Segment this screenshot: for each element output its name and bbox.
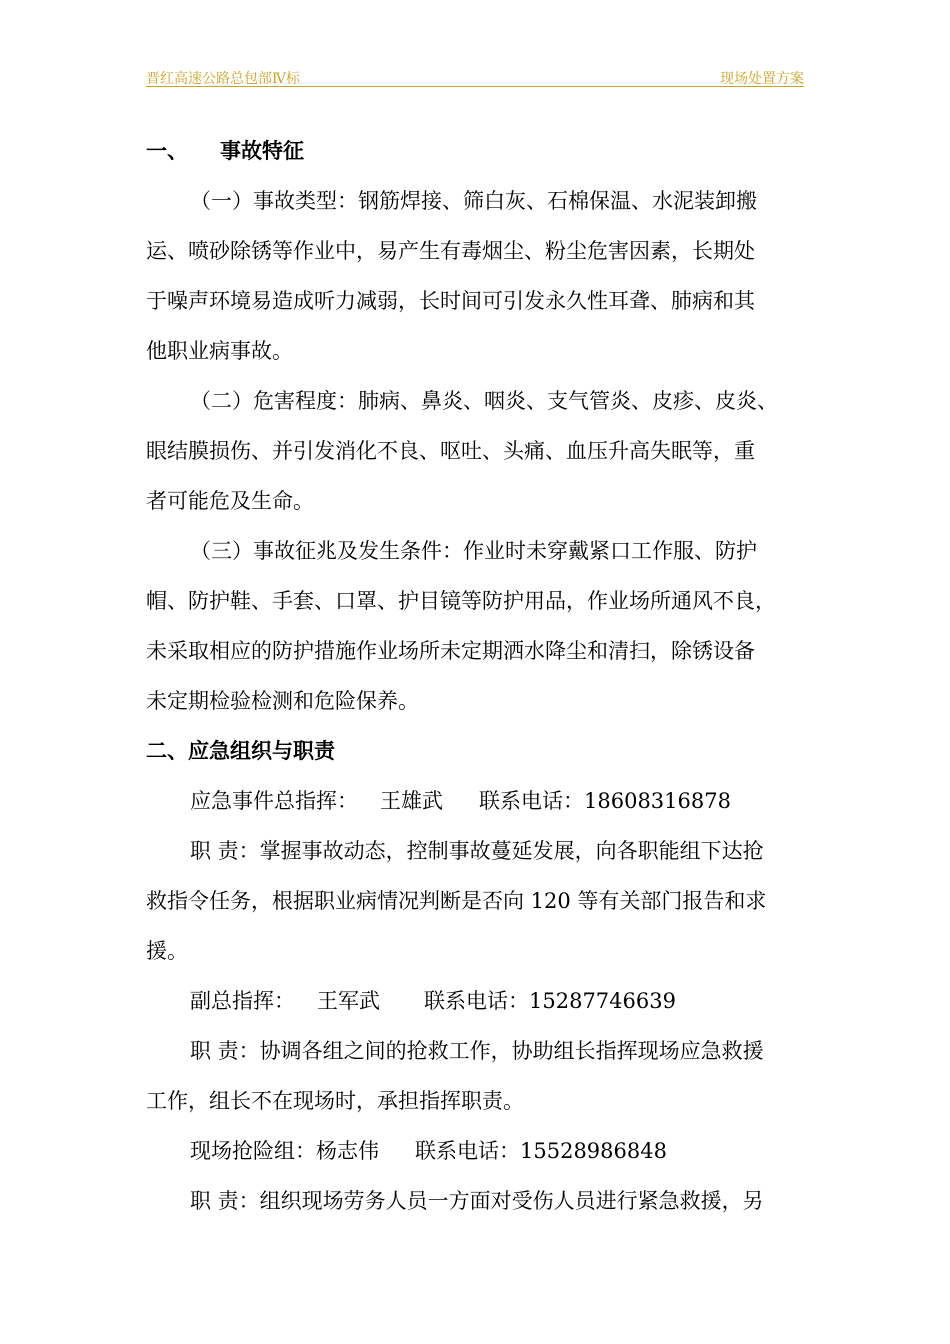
- contact-role: 应急事件总指挥：: [190, 789, 358, 813]
- paragraph-line: 者可能危及生命。: [146, 489, 314, 513]
- contact-phone: 18608316878: [584, 789, 731, 813]
- paragraph-line: 援。: [146, 939, 188, 963]
- contact-commander: [146, 776, 808, 826]
- paragraph-line: （一）事故类型：钢筋焊接、筛白灰、石棉保温、水泥装卸搬: [190, 189, 757, 213]
- contact-phone-label: 联系电话：: [424, 989, 529, 1013]
- section1-number: 一、: [146, 138, 188, 163]
- section2-heading: 二、应急组织与职责: [146, 738, 335, 763]
- contact-phone-label: 联系电话：: [415, 1139, 520, 1163]
- paragraph-line: （二）危害程度：肺病、鼻炎、咽炎、支气管炎、皮疹、皮炎、: [190, 389, 778, 413]
- contact-phone: 15528986848: [520, 1139, 667, 1163]
- paragraph-line: 工作，组长不在现场时，承担指挥职责。: [146, 1089, 524, 1113]
- paragraph-line: 于噪声环境易造成听力减弱，长时间可引发永久性耳聋、肺病和其: [146, 289, 755, 313]
- paragraph-line: 眼结膜损伤、并引发消化不良、呕吐、头痛、血压升高失眠等，重: [146, 439, 755, 463]
- paragraph-line: 运、喷砂除锈等作业中，易产生有毒烟尘、粉尘危害因素，长期处: [146, 239, 755, 263]
- contact-phone-label: 联系电话：: [479, 789, 584, 813]
- contact-role: 副总指挥：: [190, 989, 295, 1013]
- header-right: 现场处置方案: [720, 71, 804, 87]
- contact-name: 杨志伟: [316, 1139, 379, 1163]
- paragraph-line: 他职业病事故。: [146, 339, 293, 363]
- paragraph-line: 职 责：协调各组之间的抢救工作，协助组长指挥现场应急救援: [190, 1039, 764, 1063]
- contact-phone: 15287746639: [529, 989, 676, 1013]
- paragraph-line: 未定期检验检测和危险保养。: [146, 689, 419, 713]
- contact-role: 现场抢险组：: [190, 1139, 316, 1163]
- header-left: 晋红高速公路总包部Ⅳ标: [146, 71, 300, 87]
- contact-rescue: [146, 1126, 808, 1176]
- page-header: [146, 66, 804, 87]
- contact-name: 王军武: [317, 989, 380, 1013]
- paragraph-line: 未采取相应的防护措施作业场所未定期洒水降尘和清扫，除锈设备: [146, 639, 755, 663]
- contact-deputy: [146, 976, 808, 1026]
- paragraph-line: 职 责：掌握事故动态，控制事故蔓延发展，向各职能组下达抢: [190, 839, 764, 863]
- section1-title: 事故特征: [220, 138, 304, 163]
- paragraph-line: 帽、防护鞋、手套、口罩、护目镜等防护用品，作业场所通风不良，: [146, 589, 776, 613]
- contact-name: 王雄武: [380, 789, 443, 813]
- paragraph-line: 职 责：组织现场劳务人员一方面对受伤人员进行紧急救援，另: [190, 1189, 764, 1213]
- section1-heading: [146, 126, 808, 176]
- document-body: [146, 126, 808, 1226]
- paragraph-line: 救指令任务，根据职业病情况判断是否向 120 等有关部门报告和求: [146, 889, 767, 913]
- paragraph-line: （三）事故征兆及发生条件：作业时未穿戴紧口工作服、防护: [190, 539, 757, 563]
